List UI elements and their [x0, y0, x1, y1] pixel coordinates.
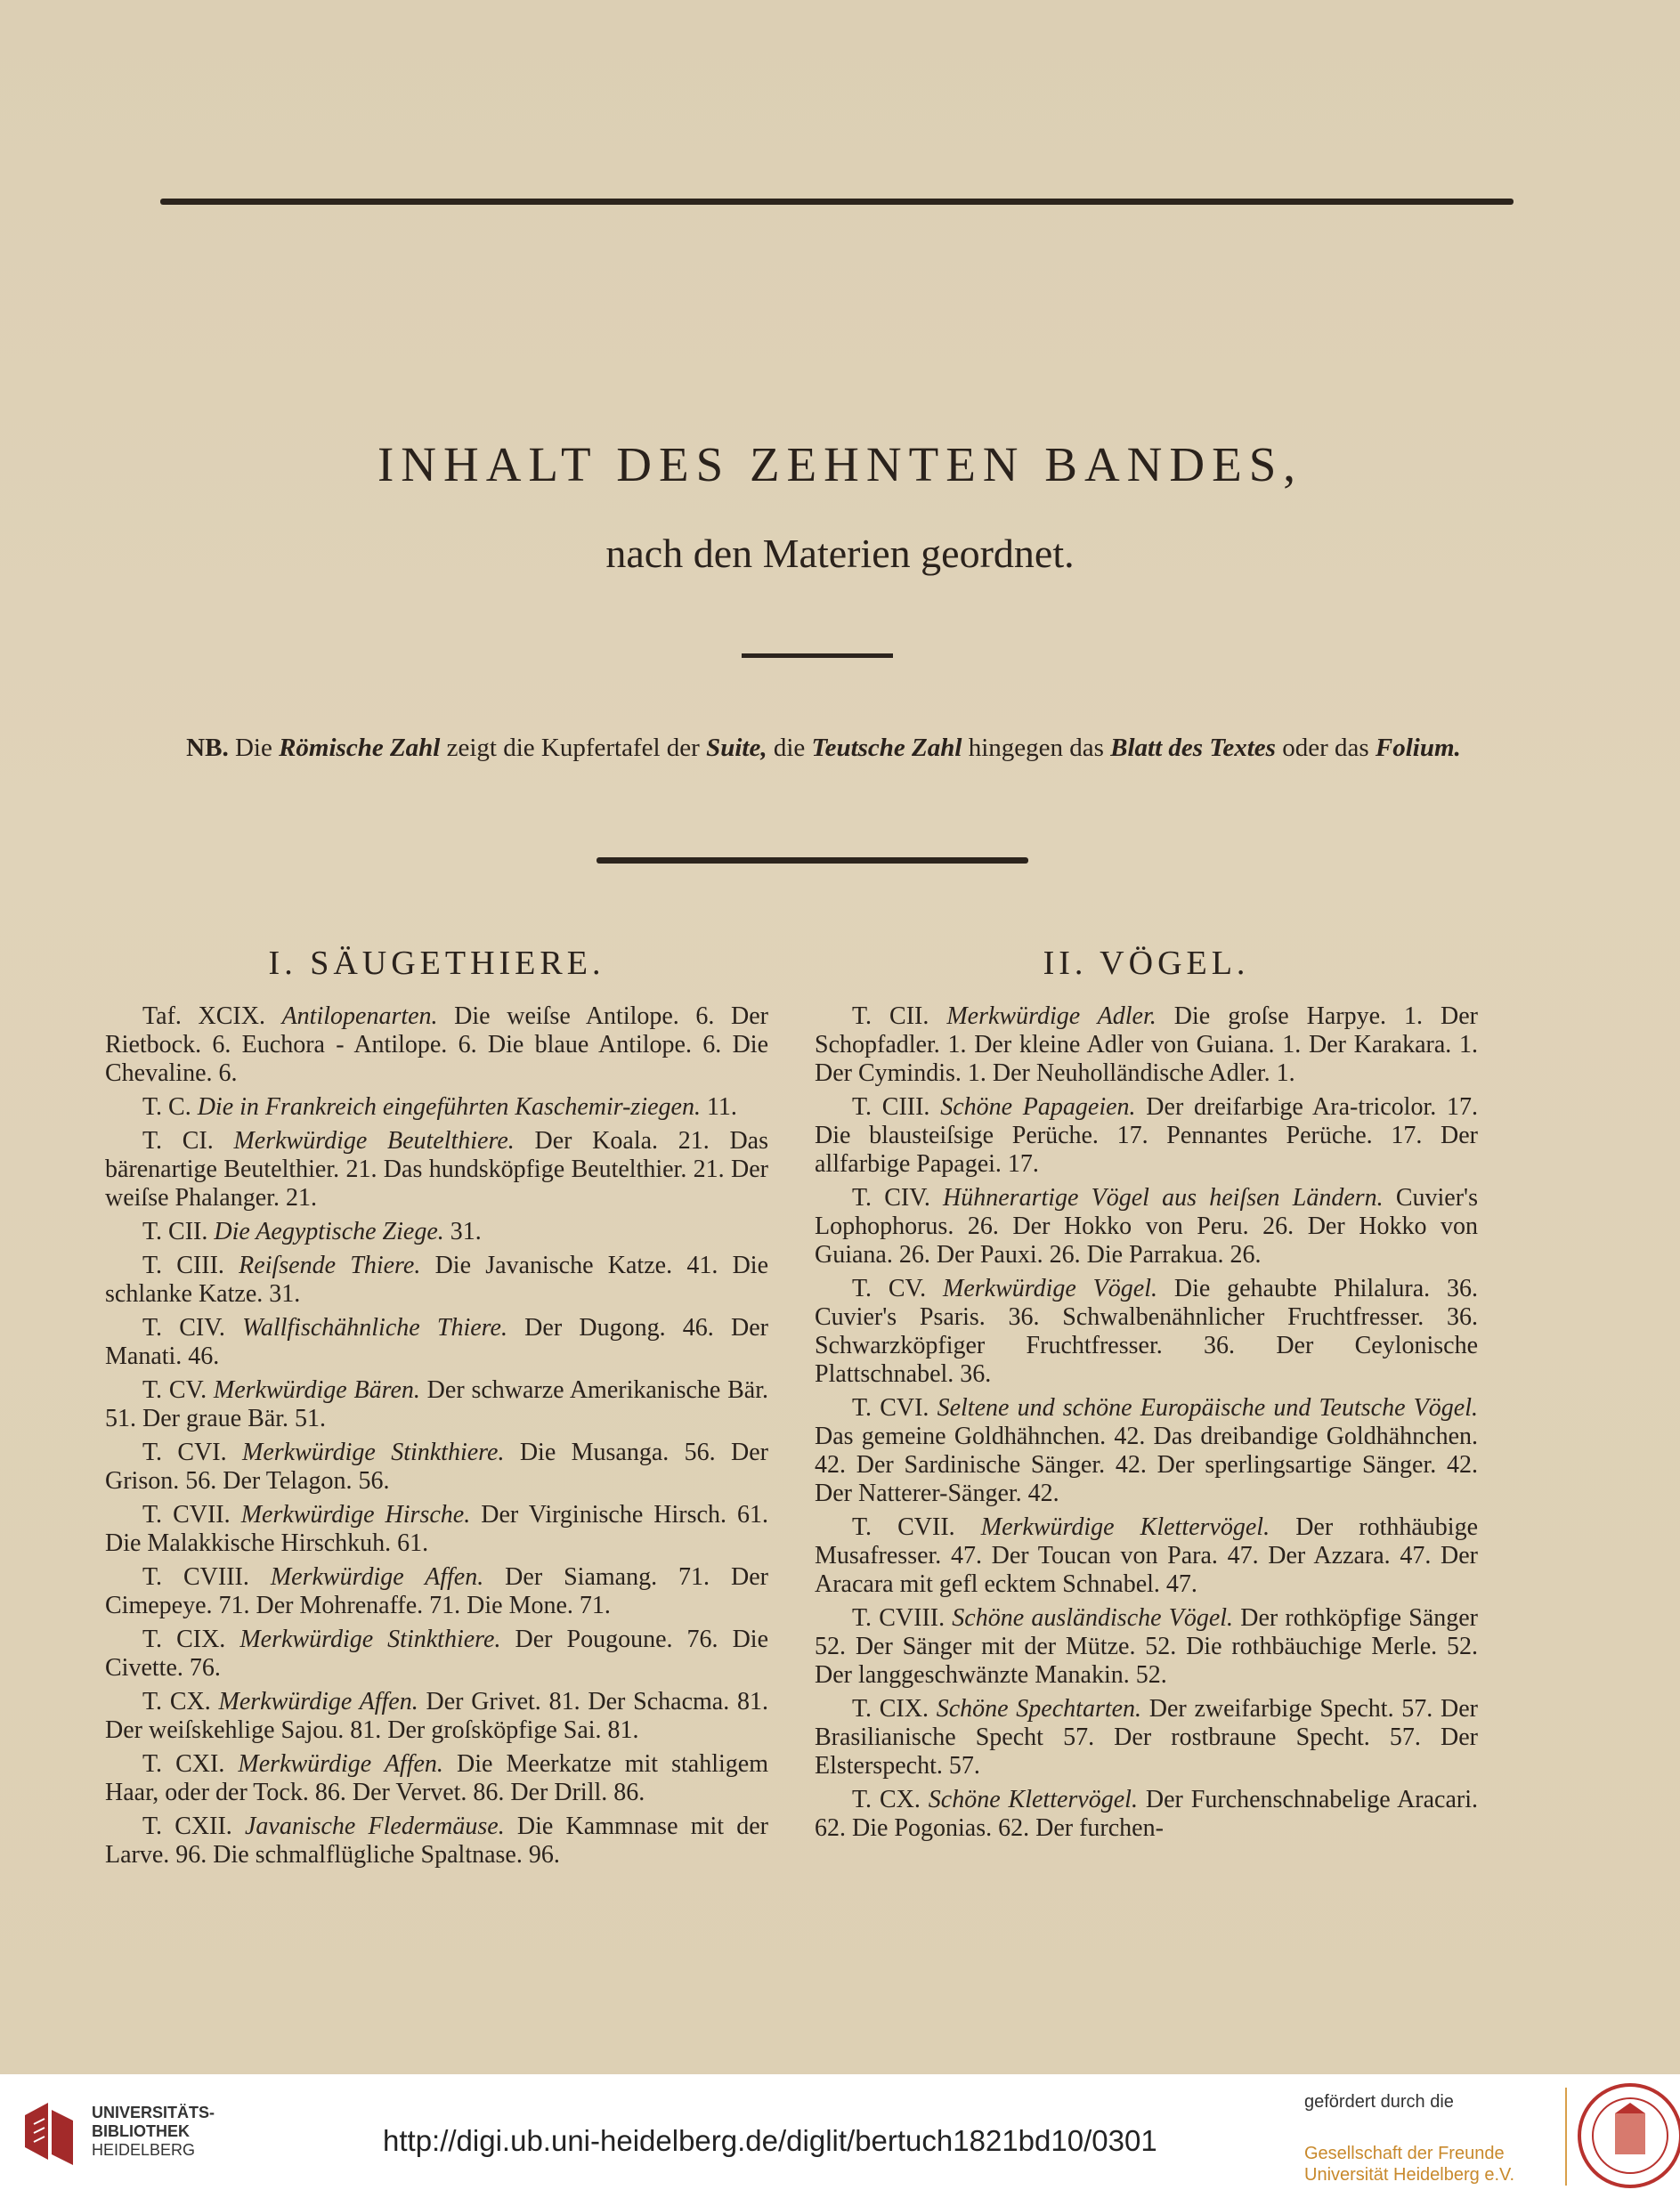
plate-number: T. CVI. — [852, 1394, 937, 1422]
entry-title: Merkwürdige Bären. — [213, 1376, 420, 1404]
note-blatt: Blatt des Textes — [1110, 734, 1276, 762]
entry-title: Wallfischähnliche Thiere. — [242, 1314, 507, 1342]
bird-entries — [815, 1002, 1478, 1843]
entry-title: Merkwürdige Vögel. — [943, 1275, 1157, 1302]
plate-number: T. CVIII. — [142, 1563, 271, 1591]
entry-text: Der Virginische Hirsch. 61. Die Malakkische Hirschkuh. 61. — [105, 1501, 769, 1557]
plate-number: T. CX. — [142, 1688, 219, 1715]
entry-title: Merkwürdige Hirsche. — [240, 1501, 471, 1529]
index-entry — [105, 1501, 768, 1558]
index-entry — [105, 1002, 768, 1088]
index-entry — [105, 1563, 768, 1620]
society-line-2: Universität Heidelberg e.V. — [1304, 2165, 1515, 2185]
entry-title: Antilopenarten. — [281, 1002, 438, 1030]
index-entry — [815, 1093, 1478, 1179]
entry-title: Javanische Fledermäuse. — [244, 1813, 505, 1840]
society-name — [1304, 2143, 1514, 2186]
plate-number: T. CVIII. — [852, 1604, 953, 1632]
note-text-4: hingegen das — [968, 734, 1104, 762]
entry-title: Schöne Klettervögel. — [928, 1786, 1138, 1813]
index-entry — [815, 1002, 1478, 1088]
entry-text: Der dreifarbige Ara-tricolor. 17. Die blausteiſsige Perüche. 17. Pennantes Perüche. 17. Der allfarbige Papagei. 17. — [815, 1093, 1478, 1178]
middle-rule — [597, 857, 1028, 864]
entry-text: Der zweifarbige Specht. 57. Der Brasilianische Specht 57. Der rostbraune Specht. 57. Der Elsterspecht. 57. — [815, 1695, 1478, 1780]
mammal-entries — [105, 1002, 768, 1870]
plate-number: T. CIV. — [852, 1184, 944, 1212]
plate-number: T. CXI. — [142, 1750, 239, 1778]
entry-text: Der Dugong. 46. Der Manati. 46. — [105, 1314, 768, 1370]
entry-text: Der schwarze Amerikanische Bär. 51. Der graue Bär. 51. — [105, 1376, 768, 1432]
entry-title: Merkwürdige Affen. — [218, 1688, 418, 1715]
library-name — [92, 2104, 215, 2160]
entry-text: Die Meerkatze mit stahligem Haar, oder der Tock. 86. Der Vervet. 86. Der Drill. 86. — [105, 1750, 769, 1806]
note-nb: NB. — [186, 734, 229, 762]
entry-title: Merkwürdige Stinkthiere. — [242, 1439, 505, 1466]
entry-text: 11. — [700, 1093, 737, 1121]
top-rule — [160, 199, 1514, 205]
plate-number: Taf. XCIX. — [142, 1002, 282, 1030]
section-heading-birds: II. VÖGEL. — [1043, 945, 1250, 982]
index-entry — [815, 1695, 1478, 1780]
note-suite: Suite, — [706, 734, 767, 762]
plate-number: T. CIII. — [852, 1093, 941, 1121]
entry-title: Merkwürdige Klettervögel. — [980, 1513, 1270, 1541]
entry-title: Merkwürdige Stinkthiere. — [239, 1626, 501, 1653]
footer-divider — [1565, 2088, 1567, 2186]
entry-title: Merkwürdige Affen. — [270, 1563, 484, 1591]
entry-title: Merkwürdige Adler. — [946, 1002, 1157, 1030]
index-entry — [105, 1314, 768, 1371]
society-line-1: Gesellschaft der Freunde — [1304, 2144, 1505, 2163]
short-rule — [742, 653, 893, 658]
index-entry — [105, 1252, 768, 1309]
index-entry — [105, 1439, 768, 1496]
index-entry — [105, 1626, 768, 1683]
entry-text: Die Musanga. 56. Der Grison. 56. Der Telagon. 56. — [105, 1439, 768, 1495]
index-entry — [105, 1813, 768, 1870]
entry-title: Reiſsende Thiere. — [239, 1252, 421, 1279]
index-entry — [815, 1604, 1478, 1690]
note-paragraph — [129, 730, 1518, 766]
plate-number: T. CI. — [142, 1127, 234, 1155]
index-entry — [105, 1376, 768, 1433]
entry-text: 31. — [443, 1218, 482, 1245]
plate-number: T. CIX. — [852, 1695, 937, 1723]
plate-number: T. CXII. — [142, 1813, 245, 1840]
footer-bar — [0, 2074, 1680, 2198]
entry-text: Die Javanische Katze. 41. Die schlanke Katze. 31. — [105, 1252, 768, 1308]
note-text-1: Die — [234, 734, 272, 762]
entry-title: Hühnerartige Vögel aus heiſsen Ländern. — [943, 1184, 1384, 1212]
plate-number: T. CIII. — [142, 1252, 239, 1279]
plate-number: T. CIX. — [142, 1626, 240, 1653]
column-birds — [815, 944, 1478, 1848]
plate-number: T. CV. — [852, 1275, 944, 1302]
note-teutsch: Teutsche Zahl — [811, 734, 962, 762]
entry-title: Schöne Papageien. — [940, 1093, 1136, 1121]
index-entry — [815, 1786, 1478, 1843]
index-entry — [815, 1394, 1478, 1508]
entry-text: Der Pougoune. 76. Die Civette. 76. — [105, 1626, 769, 1682]
entry-text: Der Grivet. 81. Der Schacma. 81. Der weiſskehlige Sajou. 81. Der groſsköpfige Sai. 81. — [105, 1688, 769, 1744]
entry-text: Cuvier's Lophophorus. 26. Der Hokko von Peru. 26. Der Hokko von Guiana. 26. Der Pauxi. 26. Die Parrakua. 26. — [815, 1184, 1478, 1269]
index-entry — [105, 1750, 768, 1807]
entry-title: Merkwürdige Beutelthiere. — [233, 1127, 515, 1155]
plate-number: T. C. — [142, 1093, 198, 1121]
entry-text: Die groſse Harpye. 1. Der Schopfadler. 1. Der kleine Adler von Guiana. 1. Der Karakara. 1. Der Cymindis. 1. Der Neuholländische Adler. 1. — [815, 1002, 1478, 1087]
plate-number: T. CX. — [852, 1786, 929, 1813]
entry-title: Schöne Spechtarten. — [936, 1695, 1142, 1723]
entry-text: Der Koala. 21. Das bärenartige Beutelthier. 21. Das hundsköpfige Beutelthier. 21. Der weiſse Phalanger. 21. — [105, 1127, 769, 1212]
note-roman: Römische Zahl — [279, 734, 441, 762]
entry-text: Das gemeine Goldhähnchen. 42. Das dreibandige Goldhähnchen. 42. Der Sardinische Sänger. 42. Der sperlingsartige Sänger. 42. Der Natterer-Sänger. 42. — [815, 1423, 1478, 1507]
note-text-3: die — [773, 734, 806, 762]
index-entry — [105, 1093, 768, 1122]
entry-text: Die weiſse Antilope. 6. Der Rietbock. 6. Euchora - Antilope. 6. Die blaue Antilope. 6. Die Chevaline. 6. — [105, 1002, 769, 1087]
entry-title: Schöne ausländische Vögel. — [952, 1604, 1234, 1632]
entry-text: Der rothköpfige Sänger 52. Der Sänger mit der Mütze. 52. Die rothbäuchige Merle. 52. Der langgeschwänzte Manakin. 52. — [815, 1604, 1479, 1689]
note-text-5: oder das — [1282, 734, 1369, 762]
plate-number: T. CVII. — [142, 1501, 241, 1529]
entry-text: Die gehaubte Philalura. 36. Cuvier's Psaris. 36. Schwalbenähnlicher Fruchtfresser. 36. Schwarzköpfiger Fruchtfresser. 36. Der Ceylonische Plattschnabel. 36. — [815, 1275, 1478, 1388]
page-title: INHALT DES ZEHNTEN BANDES, — [377, 437, 1303, 491]
entry-text: Der Furchenschnabelige Aracari. 62. Die Pogonias. 62. Der furchen- — [815, 1786, 1478, 1842]
plate-number: T. CII. — [142, 1218, 215, 1245]
plate-number: T. CVII. — [852, 1513, 981, 1541]
note-folium: Folium. — [1375, 734, 1461, 762]
library-line-3: HEIDELBERG — [92, 2141, 196, 2159]
entry-title: Merkwürdige Affen. — [238, 1750, 443, 1778]
plate-number: T. CIV. — [142, 1314, 243, 1342]
funded-by-label: gefördert durch die — [1304, 2092, 1454, 2112]
note-text-2: zeigt die Kupfertafel der — [446, 734, 700, 762]
university-seal-icon — [1576, 2081, 1680, 2190]
index-entry — [105, 1688, 768, 1745]
entry-text: Die Kammnase mit der Larve. 96. Die schmalflügliche Spaltnase. 96. — [105, 1813, 768, 1869]
entry-title: Seltene und schöne Europäische und Teutsche Vögel. — [937, 1394, 1478, 1422]
document-url-link[interactable]: http://digi.ub.uni-heidelberg.de/diglit/bertuch1821bd10/0301 — [383, 2124, 1157, 2157]
entry-text: Der rothhäubige Musafresser. 47. Der Toucan von Para. 47. Der Azzara. 47. Der Aracara mit gefl ecktem Schnabel. 47. — [815, 1513, 1478, 1598]
index-entry — [815, 1513, 1478, 1599]
index-entry — [105, 1127, 768, 1213]
library-logo-icon — [18, 2097, 80, 2170]
entry-title: Die Aegyptische Ziege. — [214, 1218, 444, 1245]
entry-title: Die in Frankreich eingeführten Kaschemir-ziegen. — [197, 1093, 701, 1121]
index-entry — [815, 1275, 1478, 1389]
plate-number: T. CV. — [142, 1376, 214, 1404]
section-heading-mammals: I. SÄUGETHIERE. — [268, 945, 605, 982]
plate-number: T. CVI. — [142, 1439, 242, 1466]
library-line-2: BIBLIOTHEK — [92, 2122, 190, 2140]
index-entry — [815, 1184, 1478, 1269]
plate-number: T. CII. — [852, 1002, 947, 1030]
page-subtitle: nach den Materien geordnet. — [605, 531, 1075, 576]
column-mammals — [105, 944, 768, 1875]
index-entry — [105, 1218, 768, 1246]
library-line-1: UNIVERSITÄTS- — [92, 2104, 215, 2121]
entry-text: Der Siamang. 71. Der Cimepeye. 71. Der Mohrenaffe. 71. Die Mone. 71. — [105, 1563, 768, 1619]
